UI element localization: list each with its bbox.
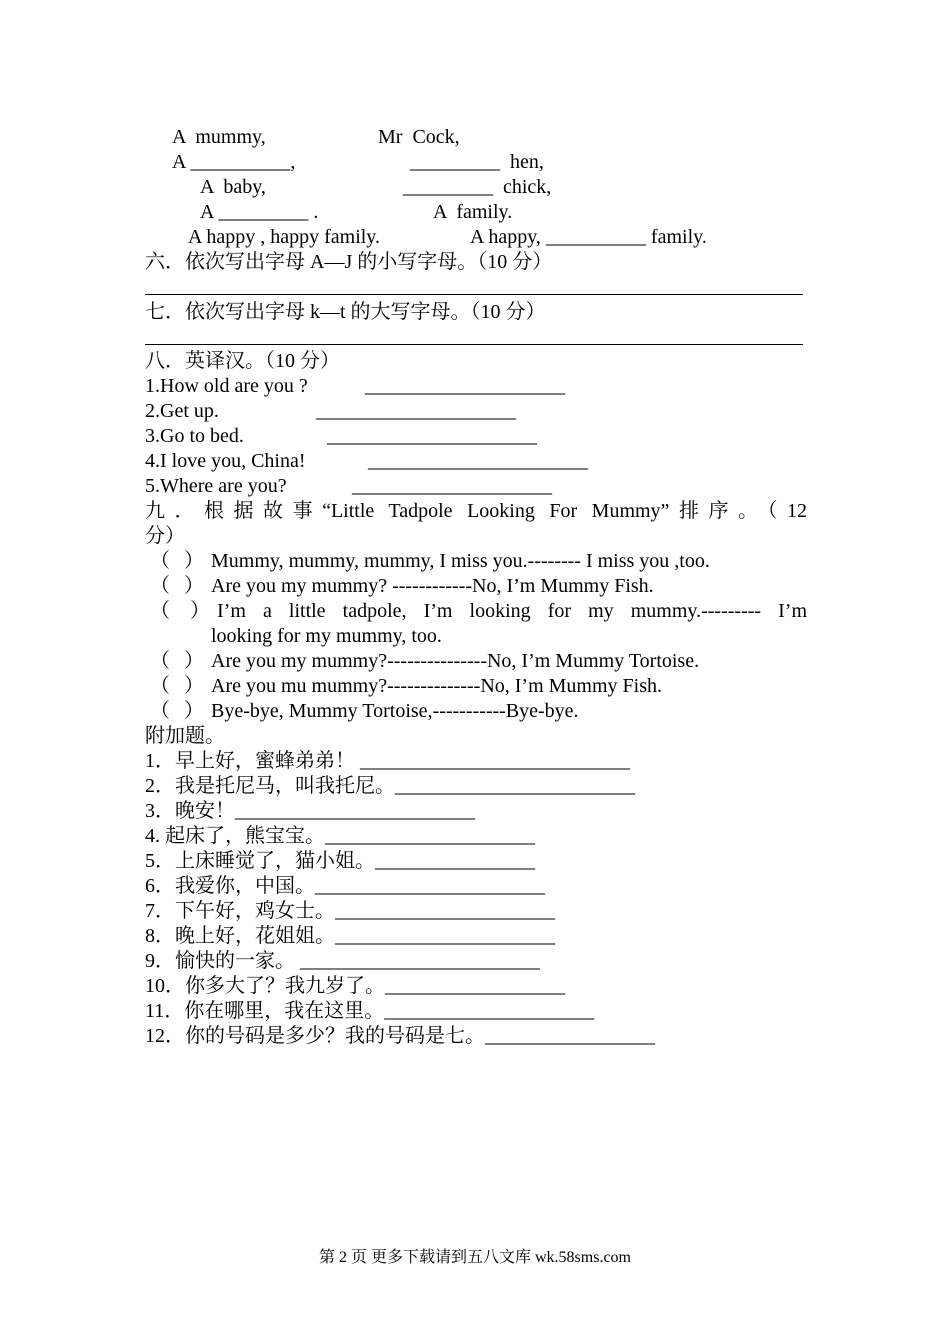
section-8-blank-4[interactable]: ______________________ [368, 450, 588, 472]
extra-item-2[interactable]: 2．我是托尼马，叫我托尼。________________________ [145, 775, 635, 797]
section-9-title: 九．根据故事“Little Tadpole Looking For Mummy”排序。（12 [145, 500, 807, 522]
order-paren-open-6: （ [150, 700, 170, 722]
extra-item-9[interactable]: 9．愉快的一家。 ________________________ [145, 950, 540, 972]
section-6-title: 六．依次写出字母 A—J 的小写字母。（10 分） [145, 251, 553, 273]
section-7-answer-line[interactable] [145, 344, 803, 345]
poem-line-3-right: _________ chick, [403, 176, 552, 198]
poem-line-4-left: A _________ . [200, 201, 319, 223]
order-item-6: Bye-bye, Mummy Tortoise,-----------Bye-bye. [211, 700, 579, 722]
extra-item-3[interactable]: 3．晚安！________________________ [145, 800, 475, 822]
extra-item-12[interactable]: 12．你的号码是多少？我的号码是七。_________________ [145, 1025, 655, 1047]
order-paren-open-1: （ [150, 550, 170, 572]
extra-item-8[interactable]: 8．晚上好，花姐姐。______________________ [145, 925, 555, 947]
order-paren-close-1[interactable]: ） [184, 550, 204, 572]
section-8-title: 八．英译汉。（10 分） [145, 350, 340, 372]
poem-line-1-right: Mr Cock, [378, 126, 460, 148]
order-item-2: Are you my mummy? ------------No, I’m Mummy Fish. [211, 575, 654, 597]
extra-item-6[interactable]: 6．我爱你，中国。_______________________ [145, 875, 545, 897]
page-footer: 第 2 页 更多下载请到五八文库 wk.58sms.com [318, 1249, 631, 1266]
section-8-item-2: 2.Get up. [145, 400, 219, 422]
order-paren-close-3[interactable]: ） [190, 600, 210, 622]
order-item-3: I’m a little tadpole, I’m looking for my mummy.--------- I’m [217, 600, 807, 622]
extra-item-1[interactable]: 1．早上好，蜜蜂弟弟！ ___________________________ [145, 750, 630, 772]
extra-item-10[interactable]: 10．你多大了？我九岁了。__________________ [145, 975, 565, 997]
section-6-answer-line[interactable] [145, 294, 803, 295]
poem-line-4-right: A family. [433, 201, 513, 223]
section-9-title-cont: 分） [145, 525, 185, 547]
section-8-item-3: 3.Go to bed. [145, 425, 244, 447]
poem-line-5-right: A happy, __________ family. [470, 226, 707, 248]
extra-title: 附加题。 [145, 725, 225, 747]
poem-line-3-left: A baby, [200, 176, 266, 198]
poem-line-2-right: _________ hen, [410, 151, 544, 173]
section-8-blank-3[interactable]: _____________________ [327, 425, 537, 447]
order-paren-open-3: （ [150, 600, 170, 622]
section-8-blank-2[interactable]: ____________________ [316, 400, 516, 422]
extra-item-5[interactable]: 5．上床睡觉了，猫小姐。________________ [145, 850, 535, 872]
poem-line-2-left: A __________, [172, 151, 296, 173]
order-item-5: Are you mu mummy?--------------No, I’m Mummy Fish. [211, 675, 663, 697]
section-8-item-4: 4.I love you, China! [145, 450, 306, 472]
section-8-blank-5[interactable]: ____________________ [352, 475, 552, 497]
section-8-item-5: 5.Where are you? [145, 475, 287, 497]
order-item-4: Are you my mummy?---------------No, I’m Mummy Tortoise. [211, 650, 700, 672]
order-paren-open-4: （ [150, 650, 170, 672]
poem-line-5-left: A happy , happy family. [188, 226, 381, 248]
order-paren-open-2: （ [150, 575, 170, 597]
extra-item-11[interactable]: 11．你在哪里，我在这里。_____________________ [145, 1000, 595, 1022]
order-paren-close-6[interactable]: ） [184, 700, 204, 722]
extra-item-4[interactable]: 4. 起床了，熊宝宝。_____________________ [145, 825, 535, 847]
section-8-item-1: 1.How old are you ? [145, 375, 308, 397]
order-paren-open-5: （ [150, 675, 170, 697]
section-7-title: 七．依次写出字母 k—t 的大写字母。（10 分） [145, 301, 546, 323]
order-paren-close-5[interactable]: ） [184, 675, 204, 697]
order-item-1: Mummy, mummy, mummy, I miss you.-------- I miss you ,too. [211, 550, 710, 572]
extra-item-7[interactable]: 7．下午好，鸡女士。______________________ [145, 900, 555, 922]
order-paren-close-2[interactable]: ） [184, 575, 204, 597]
order-paren-close-4[interactable]: ） [184, 650, 204, 672]
order-item-3-cont: looking for my mummy, too. [211, 625, 442, 647]
section-8-blank-1[interactable]: ____________________ [365, 375, 565, 397]
poem-line-1-left: A mummy, [172, 126, 266, 148]
